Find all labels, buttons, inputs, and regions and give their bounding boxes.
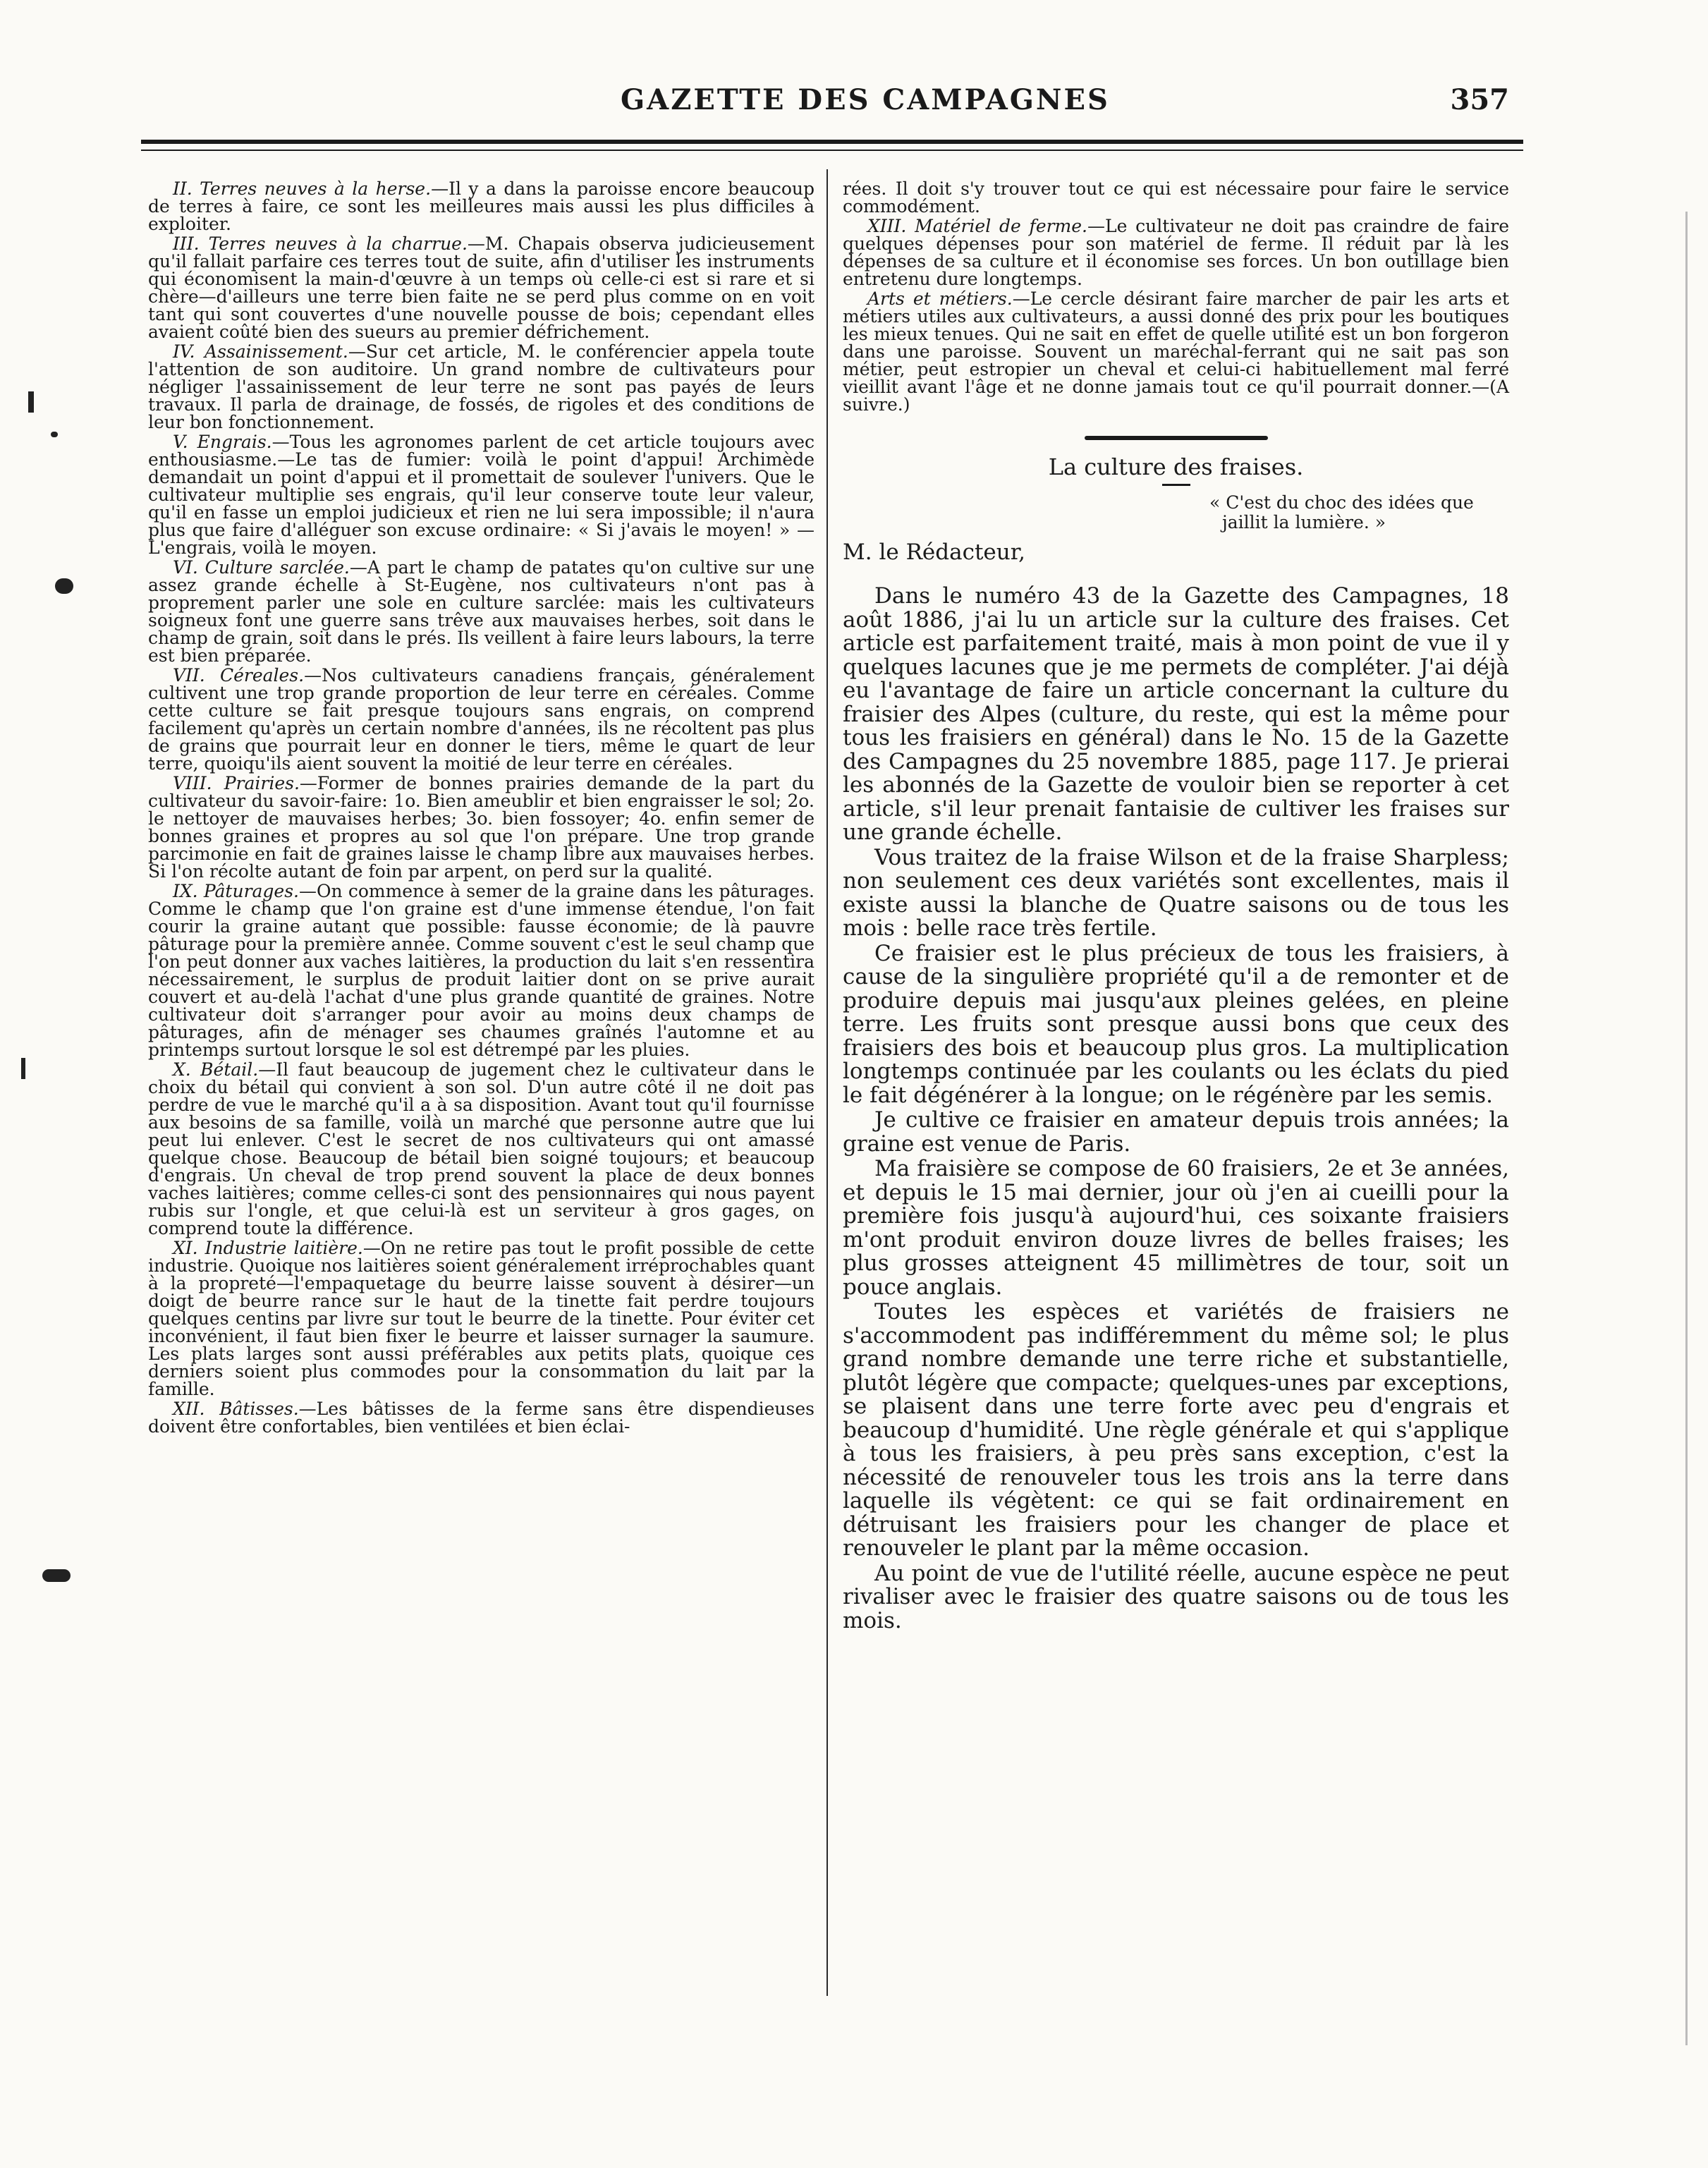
publication-title: GAZETTE DES CAMPAGNES: [621, 83, 1110, 116]
section-paragraph: IV. Assainissement.—Sur cet article, M. le conférencier appela toute l'attention de son auditoire. Un grand nombre de cultivateurs pour négliger l'assainissement de leur terre ne sont pas payés de leurs travaux. Il parla de drainage, de fossés, de rigoles et des conditions de leur bon fonctionnement.: [148, 341, 815, 432]
body-paragraph: Ma fraisière se compose de 60 fraisiers, 2e et 3e années, et depuis le 15 mai dernier, jour où j'en ai cueilli pour la première fois jusqu'à aujourd'hui, ces soixante fraisiers m'ont produit environ douze livres de belles fraises; les plus grosses atteignent 45 millimètres de tour, soit un pouce anglais.: [843, 1156, 1509, 1300]
article-separator: [1085, 436, 1268, 440]
ink-mark: [51, 432, 58, 437]
section-paragraph: II. Terres neuves à la herse.—Il y a dans la paroisse encore beaucoup de terres à faire, ce sont les meilleures mais aussi les plus difficiles à exploiter.: [148, 178, 815, 234]
section-paragraph: X. Bétail.—Il faut beaucoup de jugement chez le cultivateur dans le choix du bétail qui convient à son sol. D'un autre côté il ne doit pas perdre de vue le marché qu'il a à sa disposition. Avant tout qu'il fournisse aux besoins de sa famille, voilà un marché que personne autre que lui peut lui enlever. C'est le secret de nos cultivateurs qui ont amassé quelque chose. Beaucoup de bétail bien soigné toujours; et beaucoup d'engrais. Un cheval de trop prend souvent la place de deux bonnes vaches laitières; comme celles-ci sont des pensionnaires qui nous payent rubis sur l'ongle, et que celui-là est un serviteur à gros gages, on comprend toute la différence.: [148, 1059, 815, 1238]
title-rule: [1162, 484, 1190, 486]
epigraph-line: jaillit la lumière. »: [1222, 512, 1386, 532]
right-column: [843, 180, 1509, 1634]
epigraph: [1209, 493, 1509, 532]
header-rule-thin: [141, 150, 1523, 151]
epigraph-line: « C'est du choc des idées que: [1209, 492, 1474, 513]
ink-mark: [42, 1569, 71, 1582]
left-column: [148, 180, 815, 1437]
continued-paragraph: rées. Il doit s'y trouver tout ce qui est nécessaire pour faire le service commodément.: [843, 178, 1509, 217]
body-paragraph: Ce fraisier est le plus précieux de tous les fraisiers, à cause de la singulière propriété qu'il a de remonter et de produire depuis mai jusqu'aux pleines gelées, en pleine terre. Les fruits sont presque aussi bons que ceux des fraisiers des bois et beaucoup plus gros. La multiplication longtemps continuée par les coulants ou les éclats du pied le fait dégénérer à la longue; on le régénère par les semis.: [843, 940, 1509, 1108]
ink-mark: [28, 391, 34, 413]
body-paragraph: Dans le numéro 43 de la Gazette des Campagnes, 18 août 1886, j'ai lu un article sur la culture des fraises. Cet article est parfaitement traité, mais à mon point de vue il y quelques lacunes que je me permets de compléter. J'ai déjà eu l'avantage de faire un article concernant la culture du fraisier des Alpes (culture, du reste, qui est la même pour tous les fraisiers en général) dans le No. 15 de la Gazette des Campagnes du 25 novembre 1885, page 117. Je prierai les abonnés de la Gazette de vouloir bien se reporter à cet article, s'il leur prenait fantaisie de cultiver les fraises sur une grande échelle.: [843, 583, 1509, 845]
section-paragraph: III. Terres neuves à la charrue.—M. Chapais observa judicieusement qu'il fallait parfaire ces terres tout de suite, afin d'utiliser les instruments qui économisent la main-d'œuvre à un temps où celle-ci est si rare et si chère—d'ailleurs une terre bien faite ne se perd plus comme on en voit tant qui sont couvertes d'une nouvelle pousse de bois; cependant elles avaient coûté bien des sueurs au premier défrichement.: [148, 233, 815, 342]
section-paragraph: VIII. Prairies.—Former de bonnes prairies demande de la part du cultivateur du savoir-faire: 1o. Bien ameublir et bien engraisser le sol; 2o. le nettoyer de mauvaises herbes; 3o. bien fossoyer; 4o. enfin semer de bonnes graines et propres au sol que l'on prépare. Une trop grande parcimonie en fait de graines laisse le champ libre aux mauvaises herbes. Si l'on récolte autant de foin par arpent, on perd sur la qualité.: [148, 773, 815, 882]
ink-mark: [21, 1058, 25, 1079]
section-paragraph: V. Engrais.—Tous les agronomes parlent de cet article toujours avec enthousiasme.—Le tas de fumier: voilà le point d'appui! Archimède demandait un point d'appui et il promettait de soulever l'univers. Que le cultivateur multiplie ses engrais, qu'il leur conserve toute leur valeur, qu'il en fasse un emploi judicieux et rien ne lui sera impossible; il n'aura plus que faire d'alléguer son excuse ordinaire: « Si j'avais le moyen! » —L'engrais, voilà le moyen.: [148, 432, 815, 558]
section-paragraph: XI. Industrie laitière.—On ne retire pas tout le profit possible de cette industrie. Quoique nos laitières soient généralement irréprochables quant à la propreté—l'empaquetage du beurre laisse souvent à désirer—un doigt de beurre rance sur le haut de la tinette fait perdre toujours quelques centins par livre sur tout le beurre de la tinette. Pour éviter cet inconvénient, il faut bien fixer le beurre et laisser surnager la saumure. Les plats larges sont aussi préférables aux petits plats, quoique ces derniers soient plus commodes pour la consommation du lait par la famille.: [148, 1238, 815, 1399]
article-body: [843, 585, 1509, 1633]
header-rule-thick: [141, 140, 1523, 144]
section-paragraph: IX. Pâturages.—On commence à semer de la graine dans les pâturages. Comme le champ que l'on graine est d'une immense étendue, l'on fait courir la graine autant que possible: fausse économie; de là pauvre pâturage pour la première année. Comme souvent c'est le seul champ que l'on peut donner aux vaches laitières, la production du lait s'en ressentira nécessairement, le surplus de produit laitier dont on se prive aurait couvert et au-delà l'achat d'une plus grande quantité de graines. Notre cultivateur doit s'arranger pour avoir au moins deux champs de pâturages, afin de ménager ses chaumes graînés l'automne et au printemps surtout lorsque le sol est détrempé par les pluies.: [148, 881, 815, 1060]
page-number: 357: [1450, 83, 1509, 116]
section-paragraph: VII. Céreales.—Nos cultivateurs canadiens français, généralement cultivent une trop grande proportion de leur terre en céréales. Comme cette culture se fait presque toujours sans engrais, on comprend facilement qu'après un certain nombre d'années, ils ne récoltent pas plus de grains que pourrait leur en donner le tiers, même le quart de leur terre, quoiqu'ils aient souvent la moitié de leur terre en céréales.: [148, 665, 815, 774]
column-divider: [826, 169, 828, 1996]
section-paragraph: XIII. Matériel de ferme.—Le cultivateur ne doit pas craindre de faire quelques dépenses pour son matériel de ferme. Il réduit par là les dépenses de sa culture et il économise ses forces. Un bon outillage bien entretenu dure longtemps.: [843, 216, 1509, 289]
body-paragraph: Au point de vue de l'utilité réelle, aucune espèce ne peut rivaliser avec le fraisier des quatre saisons ou de tous les mois.: [843, 1560, 1509, 1633]
section-paragraph: VI. Culture sarclée.—A part le champ de patates qu'on cultive sur une assez grande échelle à St-Eugène, nos cultivateurs n'ont pas à proprement parler une sole en culture sarclée: mais les cultivateurs soigneux font une guerre sans trêve aux mauvaises herbes, soit dans le champ de grain, soit dans le prés. Ils veillent à faire leurs labours, la terre est bien préparée.: [148, 557, 815, 666]
salutation: M. le Rédacteur,: [843, 540, 1025, 565]
section-paragraph: Arts et métiers.—Le cercle désirant faire marcher de pair les arts et métiers utiles aux cultivateurs, a aussi donné des prix pour les boutiques les mieux tenues. Qui ne sait en effet de quelle utilité est un bon forgeron dans une paroisse. Souvent un maréchal-ferrant qui ne sait pas son métier, peut estropier un cheval et celui-ci habituellement mal ferré vieillit avant l'âge et ne donne jamais tout ce qu'il pourrait donner.—(A suivre.): [843, 288, 1509, 415]
body-paragraph: Vous traitez de la fraise Wilson et de la fraise Sharpless; non seulement ces deux variétés sont excellentes, mais il existe aussi la blanche de Quatre saisons ou de tous les mois : belle race très fertile.: [843, 844, 1509, 941]
ink-mark: [55, 578, 73, 594]
body-paragraph: Je cultive ce fraisier en amateur depuis trois années; la graine est venue de Paris.: [843, 1107, 1509, 1157]
page-header: [141, 83, 1523, 126]
ink-mark: [1685, 212, 1688, 2045]
section-paragraph: XII. Bâtisses.—Les bâtisses de la ferme sans être dispendieuses doivent être confortables, bien ventilées et bien éclai-: [148, 1399, 815, 1437]
body-paragraph: Toutes les espèces et variétés de fraisiers ne s'accommodent pas indifféremment du même sol; le plus grand nombre demande une terre riche et substantielle, plutôt légère que compacte; quelques-unes par exceptions, se plaisent dans une terre forte avec peu d'engrais et beaucoup d'humidité. Une règle générale et qui s'applique à tous les fraisiers, à peu près sans exception, c'est la nécessité de renouveler tous les trois ans la terre dans laquelle ils végètent: ce qui se fait ordinairement en détruisant les fraisiers pour les changer de place et renouveler le plant par la même occasion.: [843, 1299, 1509, 1561]
article-title: La culture des fraises.: [1048, 453, 1304, 480]
